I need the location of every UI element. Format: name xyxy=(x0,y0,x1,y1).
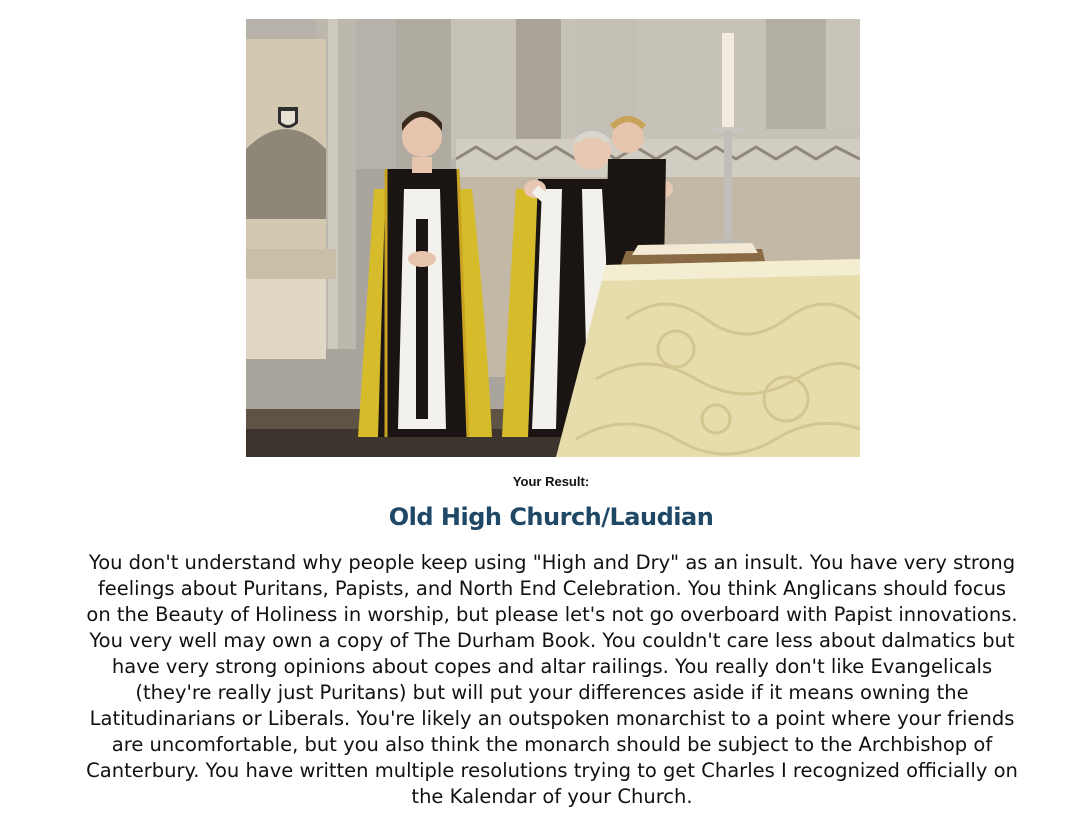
result-photo xyxy=(246,19,860,457)
result-description: You don't understand why people keep using "High and Dry" as an insult. You have very strong feelings about Puritans, Papists, and North End Celebration. You think Anglicans should focus on the Beauty of Holiness in worship, but please let's not go overboard with Papist innovations. You very well may own a copy of The Durham Book. You couldn't care less about dalmatics but have very strong opinions about copes and altar railings. You really don't like Evangelicals (they're really just Puritans) but will put your differences aside if it means owning the Latitudinarians or Liberals. You're likely an outspoken monarchist to a point where your friends are uncomfortable, but you also think the monarch should be subject to the Archbishop of Canterbury. You have written multiple resolutions trying to get Charles I recognized officially on the Kalendar of your Church. xyxy=(86,551,1018,808)
result-label: Your Result: xyxy=(512,474,590,489)
result-title: Old High Church/Laudian xyxy=(388,503,714,531)
